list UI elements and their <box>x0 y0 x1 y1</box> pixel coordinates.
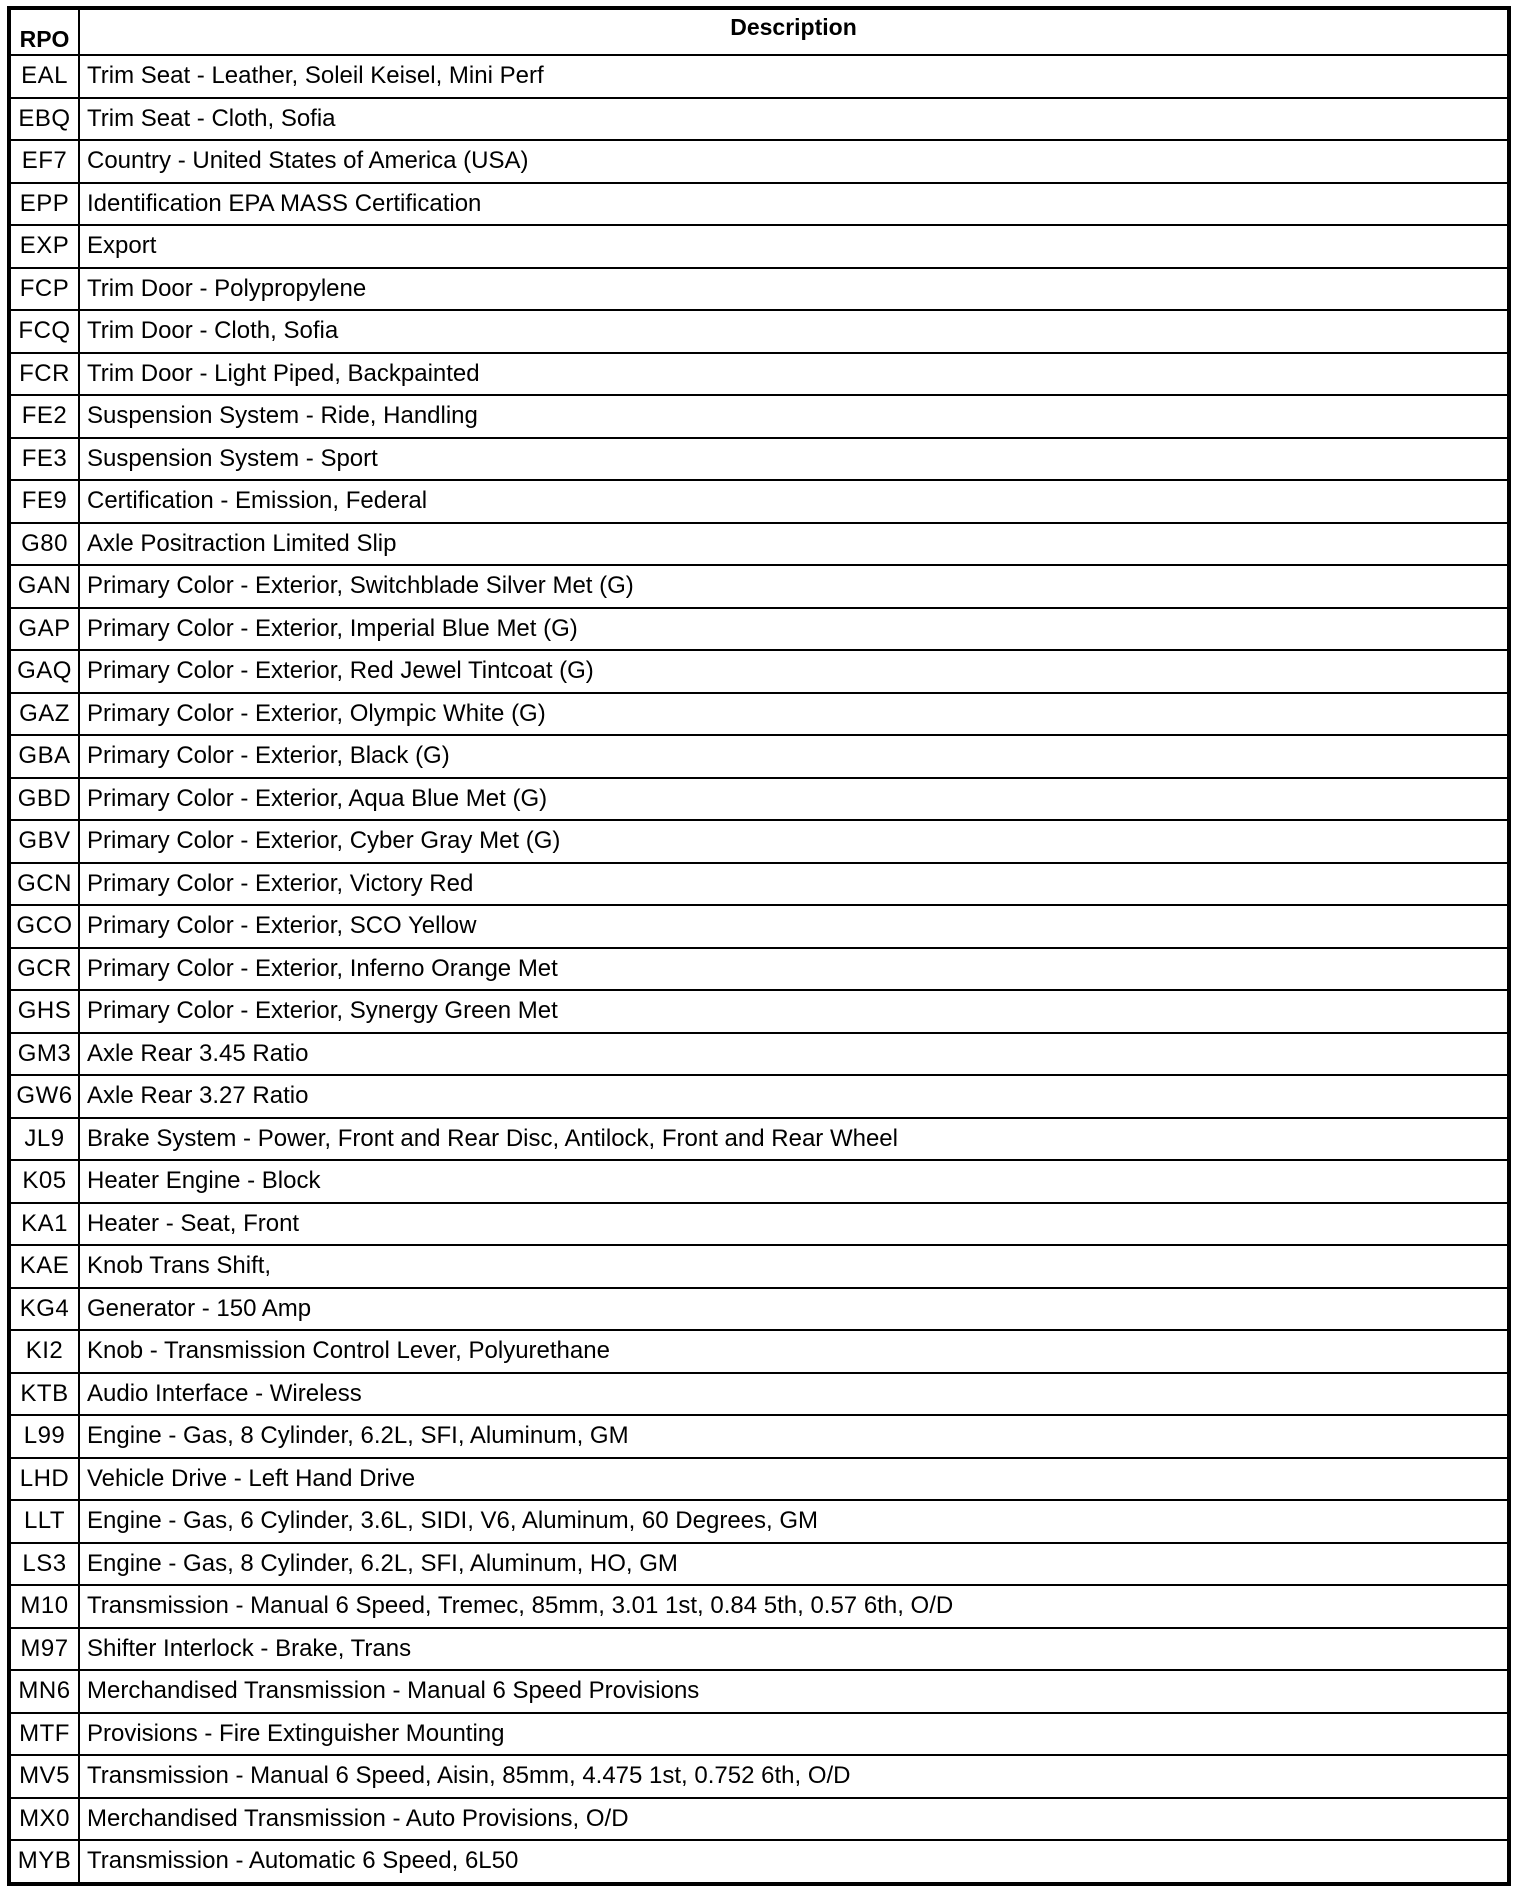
description-cell: Primary Color - Exterior, SCO Yellow <box>79 905 1509 948</box>
description-cell: Axle Rear 3.45 Ratio <box>79 1033 1509 1076</box>
description-cell: Identification EPA MASS Certification <box>79 183 1509 226</box>
description-cell: Primary Color - Exterior, Red Jewel Tintcoat (G) <box>79 650 1509 693</box>
rpo-code-cell: GAZ <box>9 693 79 736</box>
description-cell: Provisions - Fire Extinguisher Mounting <box>79 1713 1509 1756</box>
description-cell: Trim Door - Cloth, Sofia <box>79 310 1509 353</box>
description-cell: Engine - Gas, 8 Cylinder, 6.2L, SFI, Aluminum, HO, GM <box>79 1543 1509 1586</box>
table-row <box>9 438 1509 481</box>
table-row <box>9 1330 1509 1373</box>
rpo-code-cell: EBQ <box>9 98 79 141</box>
table-row <box>9 310 1509 353</box>
table-row <box>9 140 1509 183</box>
table-row <box>9 1288 1509 1331</box>
table-row <box>9 948 1509 991</box>
table-row <box>9 55 1509 98</box>
rpo-code-cell: G80 <box>9 523 79 566</box>
description-cell: Heater - Seat, Front <box>79 1203 1509 1246</box>
table-row <box>9 1033 1509 1076</box>
rpo-code-cell: FCR <box>9 353 79 396</box>
table-row <box>9 1543 1509 1586</box>
description-cell: Axle Positraction Limited Slip <box>79 523 1509 566</box>
description-cell: Trim Door - Light Piped, Backpainted <box>79 353 1509 396</box>
table-row <box>9 1075 1509 1118</box>
table-row <box>9 863 1509 906</box>
description-cell: Trim Door - Polypropylene <box>79 268 1509 311</box>
description-cell: Primary Color - Exterior, Switchblade Silver Met (G) <box>79 565 1509 608</box>
table-row <box>9 268 1509 311</box>
description-cell: Trim Seat - Leather, Soleil Keisel, Mini Perf <box>79 55 1509 98</box>
table-row <box>9 1203 1509 1246</box>
table-row <box>9 778 1509 821</box>
table-row <box>9 1415 1509 1458</box>
description-cell: Certification - Emission, Federal <box>79 480 1509 523</box>
description-cell: Engine - Gas, 8 Cylinder, 6.2L, SFI, Aluminum, GM <box>79 1415 1509 1458</box>
table-row <box>9 1713 1509 1756</box>
rpo-code-cell: MV5 <box>9 1755 79 1798</box>
rpo-code-cell: L99 <box>9 1415 79 1458</box>
rpo-code-cell: FCQ <box>9 310 79 353</box>
description-cell: Country - United States of America (USA) <box>79 140 1509 183</box>
rpo-code-cell: LHD <box>9 1458 79 1501</box>
table-row <box>9 1500 1509 1543</box>
description-cell: Export <box>79 225 1509 268</box>
rpo-code-cell: FE2 <box>9 395 79 438</box>
description-cell: Primary Color - Exterior, Aqua Blue Met (G) <box>79 778 1509 821</box>
rpo-code-cell: KG4 <box>9 1288 79 1331</box>
description-cell: Primary Color - Exterior, Black (G) <box>79 735 1509 778</box>
rpo-code-cell: EF7 <box>9 140 79 183</box>
table-row <box>9 1755 1509 1798</box>
table-row <box>9 735 1509 778</box>
rpo-code-cell: GCO <box>9 905 79 948</box>
rpo-code-cell: GBA <box>9 735 79 778</box>
table-row <box>9 1628 1509 1671</box>
description-cell: Transmission - Manual 6 Speed, Aisin, 85mm, 4.475 1st, 0.752 6th, O/D <box>79 1755 1509 1798</box>
description-cell: Generator - 150 Amp <box>79 1288 1509 1331</box>
rpo-code-cell: LLT <box>9 1500 79 1543</box>
table-row <box>9 820 1509 863</box>
description-cell: Engine - Gas, 6 Cylinder, 3.6L, SIDI, V6, Aluminum, 60 Degrees, GM <box>79 1500 1509 1543</box>
rpo-code-cell: GHS <box>9 990 79 1033</box>
table-row <box>9 98 1509 141</box>
table-row <box>9 1373 1509 1416</box>
rpo-code-cell: JL9 <box>9 1118 79 1161</box>
rpo-code-table <box>7 6 1511 1886</box>
table-row <box>9 608 1509 651</box>
description-cell: Knob Trans Shift, <box>79 1245 1509 1288</box>
rpo-code-cell: FCP <box>9 268 79 311</box>
rpo-column-header: RPO <box>9 8 79 55</box>
table-row <box>9 523 1509 566</box>
table-row <box>9 183 1509 226</box>
rpo-code-cell: GAN <box>9 565 79 608</box>
rpo-code-cell: FE3 <box>9 438 79 481</box>
description-cell: Trim Seat - Cloth, Sofia <box>79 98 1509 141</box>
description-cell: Knob - Transmission Control Lever, Polyurethane <box>79 1330 1509 1373</box>
header-row <box>9 8 1509 55</box>
description-cell: Heater Engine - Block <box>79 1160 1509 1203</box>
description-cell: Vehicle Drive - Left Hand Drive <box>79 1458 1509 1501</box>
description-cell: Primary Color - Exterior, Inferno Orange Met <box>79 948 1509 991</box>
rpo-code-cell: EAL <box>9 55 79 98</box>
description-cell: Suspension System - Ride, Handling <box>79 395 1509 438</box>
rpo-code-cell: KI2 <box>9 1330 79 1373</box>
table-row <box>9 480 1509 523</box>
table-row <box>9 1118 1509 1161</box>
table-row <box>9 1245 1509 1288</box>
rpo-code-cell: MTF <box>9 1713 79 1756</box>
rpo-code-cell: K05 <box>9 1160 79 1203</box>
rpo-code-cell: KA1 <box>9 1203 79 1246</box>
description-cell: Transmission - Manual 6 Speed, Tremec, 85mm, 3.01 1st, 0.84 5th, 0.57 6th, O/D <box>79 1585 1509 1628</box>
table-row <box>9 395 1509 438</box>
rpo-code-cell: EXP <box>9 225 79 268</box>
rpo-code-cell: GAP <box>9 608 79 651</box>
description-cell: Transmission - Automatic 6 Speed, 6L50 <box>79 1840 1509 1884</box>
description-cell: Suspension System - Sport <box>79 438 1509 481</box>
table-row <box>9 353 1509 396</box>
description-cell: Brake System - Power, Front and Rear Disc, Antilock, Front and Rear Wheel <box>79 1118 1509 1161</box>
description-cell: Primary Color - Exterior, Victory Red <box>79 863 1509 906</box>
description-cell: Shifter Interlock - Brake, Trans <box>79 1628 1509 1671</box>
description-cell: Axle Rear 3.27 Ratio <box>79 1075 1509 1118</box>
rpo-code-cell: MX0 <box>9 1798 79 1841</box>
table-body <box>9 55 1509 1884</box>
table-row <box>9 905 1509 948</box>
rpo-code-cell: MYB <box>9 1840 79 1884</box>
description-column-header: Description <box>79 8 1509 55</box>
table-row <box>9 565 1509 608</box>
rpo-code-cell: LS3 <box>9 1543 79 1586</box>
rpo-code-cell: GCN <box>9 863 79 906</box>
table-row <box>9 1840 1509 1884</box>
rpo-code-cell: GBD <box>9 778 79 821</box>
description-cell: Primary Color - Exterior, Olympic White (G) <box>79 693 1509 736</box>
description-cell: Primary Color - Exterior, Cyber Gray Met (G) <box>79 820 1509 863</box>
rpo-code-cell: GM3 <box>9 1033 79 1076</box>
description-cell: Primary Color - Exterior, Imperial Blue Met (G) <box>79 608 1509 651</box>
description-cell: Merchandised Transmission - Manual 6 Speed Provisions <box>79 1670 1509 1713</box>
rpo-code-cell: FE9 <box>9 480 79 523</box>
table-row <box>9 1458 1509 1501</box>
rpo-code-cell: KTB <box>9 1373 79 1416</box>
table-row <box>9 1670 1509 1713</box>
description-cell: Audio Interface - Wireless <box>79 1373 1509 1416</box>
table-row <box>9 225 1509 268</box>
table-row <box>9 1160 1509 1203</box>
rpo-code-cell: GAQ <box>9 650 79 693</box>
table-row <box>9 1585 1509 1628</box>
rpo-code-cell: GCR <box>9 948 79 991</box>
description-cell: Merchandised Transmission - Auto Provisions, O/D <box>79 1798 1509 1841</box>
description-cell: Primary Color - Exterior, Synergy Green Met <box>79 990 1509 1033</box>
rpo-code-cell: EPP <box>9 183 79 226</box>
table-row <box>9 1798 1509 1841</box>
table-row <box>9 650 1509 693</box>
rpo-code-cell: GW6 <box>9 1075 79 1118</box>
rpo-code-cell: KAE <box>9 1245 79 1288</box>
rpo-code-cell: MN6 <box>9 1670 79 1713</box>
table-row <box>9 693 1509 736</box>
table-row <box>9 990 1509 1033</box>
rpo-code-cell: GBV <box>9 820 79 863</box>
rpo-code-cell: M97 <box>9 1628 79 1671</box>
rpo-code-cell: M10 <box>9 1585 79 1628</box>
